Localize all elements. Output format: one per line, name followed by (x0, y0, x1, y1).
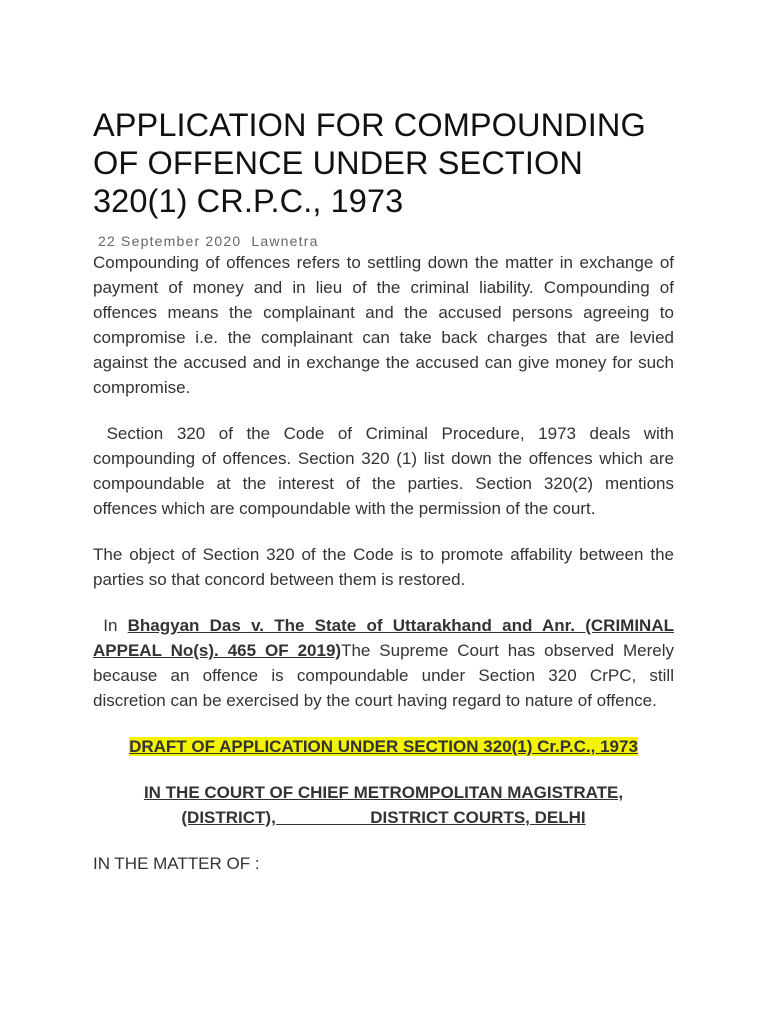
case-prefix: In (103, 616, 128, 635)
article-body (93, 106, 674, 876)
section-320-text: Section 320 of the Code of Criminal Procedure, 1973 deals with compounding of offences. Section 320 (1) list down the offences which are compoundable at the interest of the parties. Section 320(2) mentions offences which are compoundable with the permission of the court. (93, 424, 674, 518)
court-heading-line-2: (DISTRICT), DISTRICT COURTS, DELHI (181, 808, 586, 827)
intro-paragraph: Compounding of offences refers to settling down the matter in exchange of payment of money and in lieu of the criminal liability. Compounding of offences means the complainant and the accused persons agreeing to compromise i.e. the complainant can take back charges that are levied against the accused and in exchange the accused can give money for such compromise. (93, 253, 674, 397)
case-body: The Supreme Court has observed Merely because an offence is compoundable under Section 320 CrPC, still discretion can be exercised by the court having regard to nature of offence. (93, 641, 675, 710)
court-heading (93, 780, 674, 830)
case-paragraph (93, 613, 674, 713)
court-heading-line-1: IN THE COURT OF CHIEF METROMPOLITAN MAGISTRATE, (143, 783, 624, 802)
matter-of-label: IN THE MATTER OF : (93, 854, 260, 873)
draft-heading-text: DRAFT OF APPLICATION UNDER SECTION 320(1) Cr.P.C., 1973 (129, 737, 638, 756)
object-paragraph: The object of Section 320 of the Code is to promote affability between the parties so that concord between them is restored. (93, 545, 674, 589)
article-meta (98, 232, 674, 250)
publish-date: 22 September 2020 (98, 233, 242, 249)
case-reference-link[interactable]: Bhagyan Das v. The State of Uttarakhand and Anr. (CRIMINAL APPEAL No(s). 465 OF 2019) (93, 616, 674, 660)
author-link[interactable]: Lawnetra (251, 233, 319, 249)
section-320-paragraph (93, 421, 674, 521)
article-title: APPLICATION FOR COMPOUNDING OF OFFENCE UNDER SECTION 320(1) CR.P.C., 1973 (93, 107, 646, 219)
draft-heading (93, 734, 674, 759)
